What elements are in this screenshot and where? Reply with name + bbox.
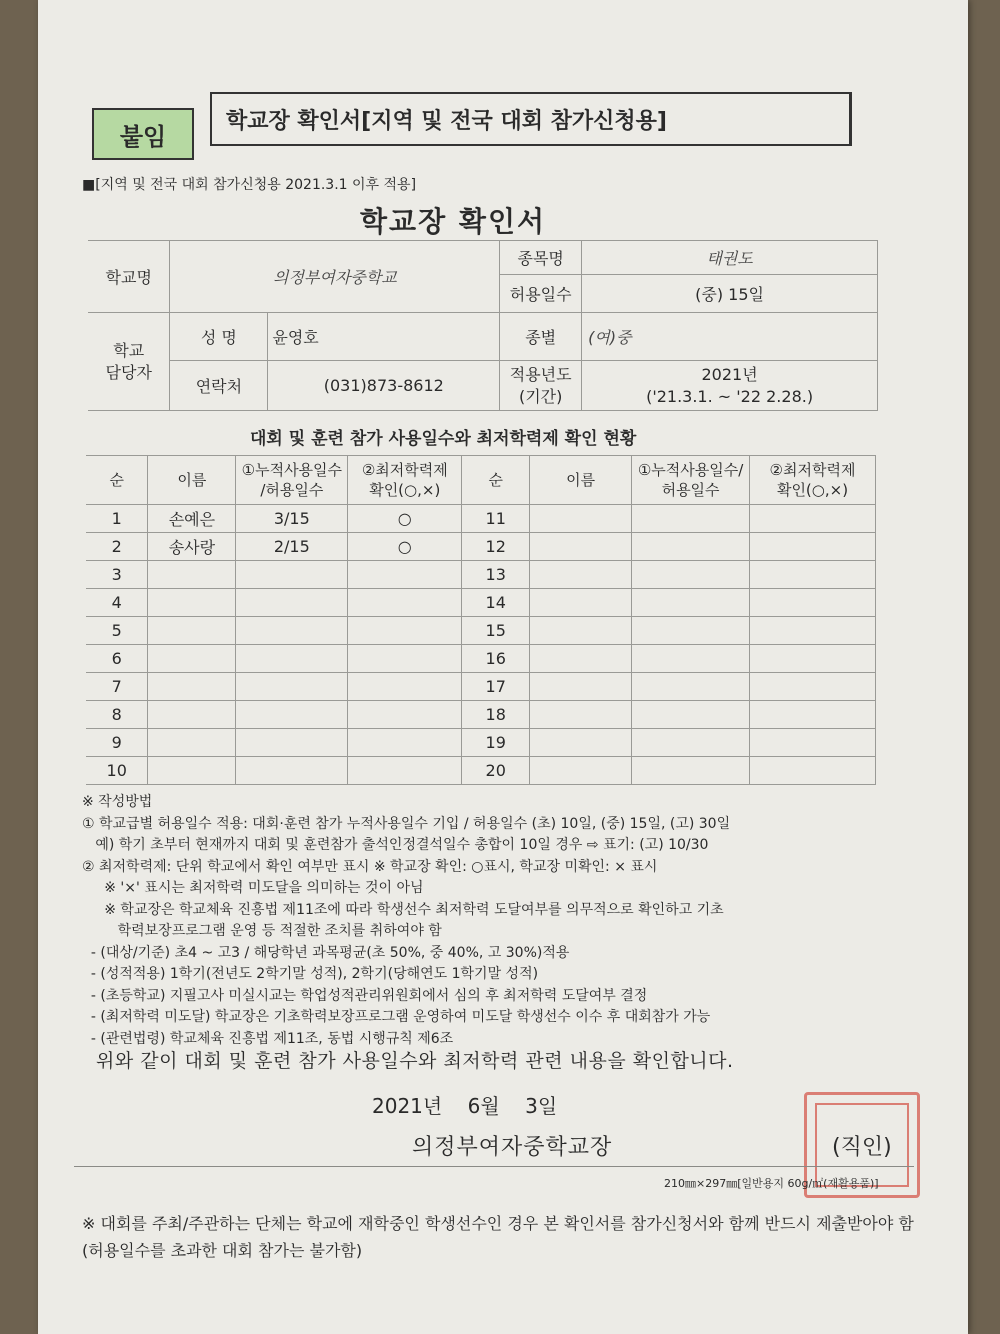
header-cell: ①누적사용일수/ 허용일수 [632,456,750,505]
method-line: - (최저학력 미도달) 학교장은 기초학력보장프로그램 운영하여 미도달 학생선수 이수 후 대회참가 가능 [82,1009,711,1025]
table-cell [632,533,750,561]
table-row [86,561,876,589]
table-cell [148,701,236,729]
table-cell [750,673,876,701]
table-cell: 송사랑 [148,533,236,561]
table-cell [148,757,236,785]
writing-method [82,792,902,1050]
table-row [86,701,876,729]
table-cell [632,757,750,785]
event-label: 종목명 [500,241,582,275]
method-line: ※ 학교장은 학교체육 진흥법 제11조에 따라 학생선수 최저학력 도달여부를 의무적으로 확인하고 기초 [82,901,724,918]
contact-label: 연락처 [170,361,268,411]
table-row [86,645,876,673]
method-line: ① 학교급별 허용일수 적용: 대회·훈련 참가 누적사용일수 기입 / 허용일수 (초) 10일, (중) 15일, (고) 30일 [82,815,731,832]
year-period: ('21.3.1. ~ '22 2.28.) [646,386,814,406]
table-cell [236,617,348,645]
table-row [86,729,876,757]
table-cell [530,645,632,673]
table-cell [750,701,876,729]
table-cell: 11 [462,505,530,533]
table-row [86,589,876,617]
table-cell [530,533,632,561]
table-cell [632,673,750,701]
table-cell [236,757,348,785]
year-cell [582,361,878,411]
table-cell [632,617,750,645]
name-label: 성 명 [170,313,268,361]
table-cell [750,561,876,589]
table-cell: 손예은 [148,505,236,533]
table-cell [148,561,236,589]
table-cell [236,729,348,757]
table-cell: 9 [86,729,148,757]
table-cell [236,701,348,729]
table-cell [148,645,236,673]
participation-table [86,455,876,785]
table-cell: 10 [86,757,148,785]
table-cell: 4 [86,589,148,617]
year-value: 2021년 [701,364,758,384]
gender-value: (여)중 [582,313,878,361]
attachment-title [210,92,852,146]
footer-note: ※ 대회를 주최/주관하는 단체는 학교에 재학중인 학생선수인 경우 본 확인서를 참가신청서와 함께 반드시 제출받아야 함(허용일수를 초과한 대회 참가는 불가함) [82,1214,914,1260]
seal-label: (직인) [832,1135,892,1160]
table-cell [750,505,876,533]
allowed-days-value: (중) 15일 [582,275,878,313]
table-cell: 2 [86,533,148,561]
table-row [86,505,876,533]
table-cell [236,589,348,617]
attachment-title-text: 학교장 확인서[지역 및 전국 대회 참가신청용] [226,108,667,134]
confirmation-statement: 위와 같이 대회 및 훈련 참가 사용일수와 최저학력 관련 내용을 확인합니다. [96,1050,734,1072]
table-row [86,673,876,701]
principal-name: 의정부여자중학교장 [412,1135,613,1160]
header-cell: 순 [86,456,148,505]
paper-spec: 210㎜×297㎜[일반용지 60g/㎡(재활용품)] [664,1177,879,1190]
table-cell [148,673,236,701]
table-cell [530,729,632,757]
table-cell: 15 [462,617,530,645]
method-line: ② 최저학력제: 단위 학교에서 확인 여부만 표시 ※ 학교장 확인: ○표시, 학교장 미확인: × 표시 [82,858,658,875]
gender-label: 종별 [500,313,582,361]
table-cell [236,561,348,589]
table-cell [530,673,632,701]
divider [74,1166,914,1167]
header-cell: ①누적사용일수 /허용일수 [236,456,348,505]
table-row [86,617,876,645]
table-cell [348,645,462,673]
table-cell [348,729,462,757]
method-line: ※ 작성방법 [82,794,153,810]
table-header-row [86,456,876,505]
table-cell [632,589,750,617]
table-cell [236,645,348,673]
header-cell: 이름 [148,456,236,505]
table-cell [750,589,876,617]
header-cell: ②최저학력제 확인(○,×) [348,456,462,505]
table-cell [348,757,462,785]
table-cell [530,757,632,785]
table-cell [348,561,462,589]
table-cell [348,673,462,701]
table-cell: 12 [462,533,530,561]
school-name-label: 학교명 [88,241,170,313]
method-line: - (성적적용) 1학기(전년도 2학기말 성적), 2학기(당해연도 1학기말 성적) [82,966,539,982]
table-cell [750,617,876,645]
header-cell: 순 [462,456,530,505]
table-cell: 5 [86,617,148,645]
table-cell: 6 [86,645,148,673]
attachment-badge: 붙임 [92,108,194,160]
table-cell [530,701,632,729]
table-cell: 20 [462,757,530,785]
table-cell: 16 [462,645,530,673]
contact-value: (031)873-8612 [268,361,500,411]
method-line: 학력보장프로그램 운영 등 적절한 조치를 취하여야 함 [82,923,442,939]
allowed-days-label: 허용일수 [500,275,582,313]
table-cell [750,729,876,757]
table-cell [530,561,632,589]
table-cell [530,589,632,617]
method-line: - (초등학교) 지필고사 미실시교는 학업성적관리위원회에서 심의 후 최저학력 도달여부 결정 [82,987,648,1004]
table-cell [632,505,750,533]
school-info-table [88,240,878,411]
table-row [86,533,876,561]
method-line: - (관련법령) 학교체육 진흥법 제11조, 동법 시행규칙 제6조 [82,1030,454,1047]
table-cell [632,645,750,673]
table-cell: 3 [86,561,148,589]
table-cell: 7 [86,673,148,701]
event-value: 태권도 [582,241,878,275]
document-title: 학교장 확인서 [360,205,547,238]
name-value: 윤영호 [268,313,500,361]
table-cell: ○ [348,505,462,533]
school-name-value: 의정부여자중학교 [170,241,500,313]
table-cell [530,617,632,645]
table-cell [348,701,462,729]
table-cell [148,617,236,645]
table-cell: 18 [462,701,530,729]
table-cell: 8 [86,701,148,729]
table-cell [632,729,750,757]
table-cell [148,729,236,757]
manager-label: 학교 담당자 [88,313,170,411]
table-cell: 17 [462,673,530,701]
table-cell [148,589,236,617]
status-subtitle: 대회 및 훈련 참가 사용일수와 최저학력제 확인 현황 [250,429,637,449]
table-cell [348,589,462,617]
table-cell [750,645,876,673]
table-cell: 19 [462,729,530,757]
applicability-note: ■[지역 및 전국 대회 참가신청용 2021.3.1 이후 적용] [82,177,417,193]
method-line: - (대상/기준) 초4 ~ 고3 / 해당학년 과목평균(초 50%, 중 40%, 고 30%)적용 [82,944,570,961]
table-cell: 1 [86,505,148,533]
table-cell: 2/15 [236,533,348,561]
table-cell [750,757,876,785]
table-cell [632,701,750,729]
table-cell: ○ [348,533,462,561]
method-line: ※ '×' 표시는 최저학력 미도달을 의미하는 것이 아님 [82,880,424,896]
header-cell: 이름 [530,456,632,505]
year-label: 적용년도 (기간) [500,361,582,411]
table-cell [632,561,750,589]
table-row [86,757,876,785]
header-cell: ②최저학력제 확인(○,×) [750,456,876,505]
table-cell [750,533,876,561]
table-cell [530,505,632,533]
table-cell [348,617,462,645]
table-cell: 14 [462,589,530,617]
method-line: 예) 학기 초부터 현재까지 대회 및 훈련참가 출석인정결석일수 총합이 10일 경우 ⇨ 표기: (고) 10/30 [82,837,709,853]
table-cell [236,673,348,701]
issue-date: 2021년 6월 3일 [372,1094,558,1118]
table-cell: 3/15 [236,505,348,533]
table-cell: 13 [462,561,530,589]
